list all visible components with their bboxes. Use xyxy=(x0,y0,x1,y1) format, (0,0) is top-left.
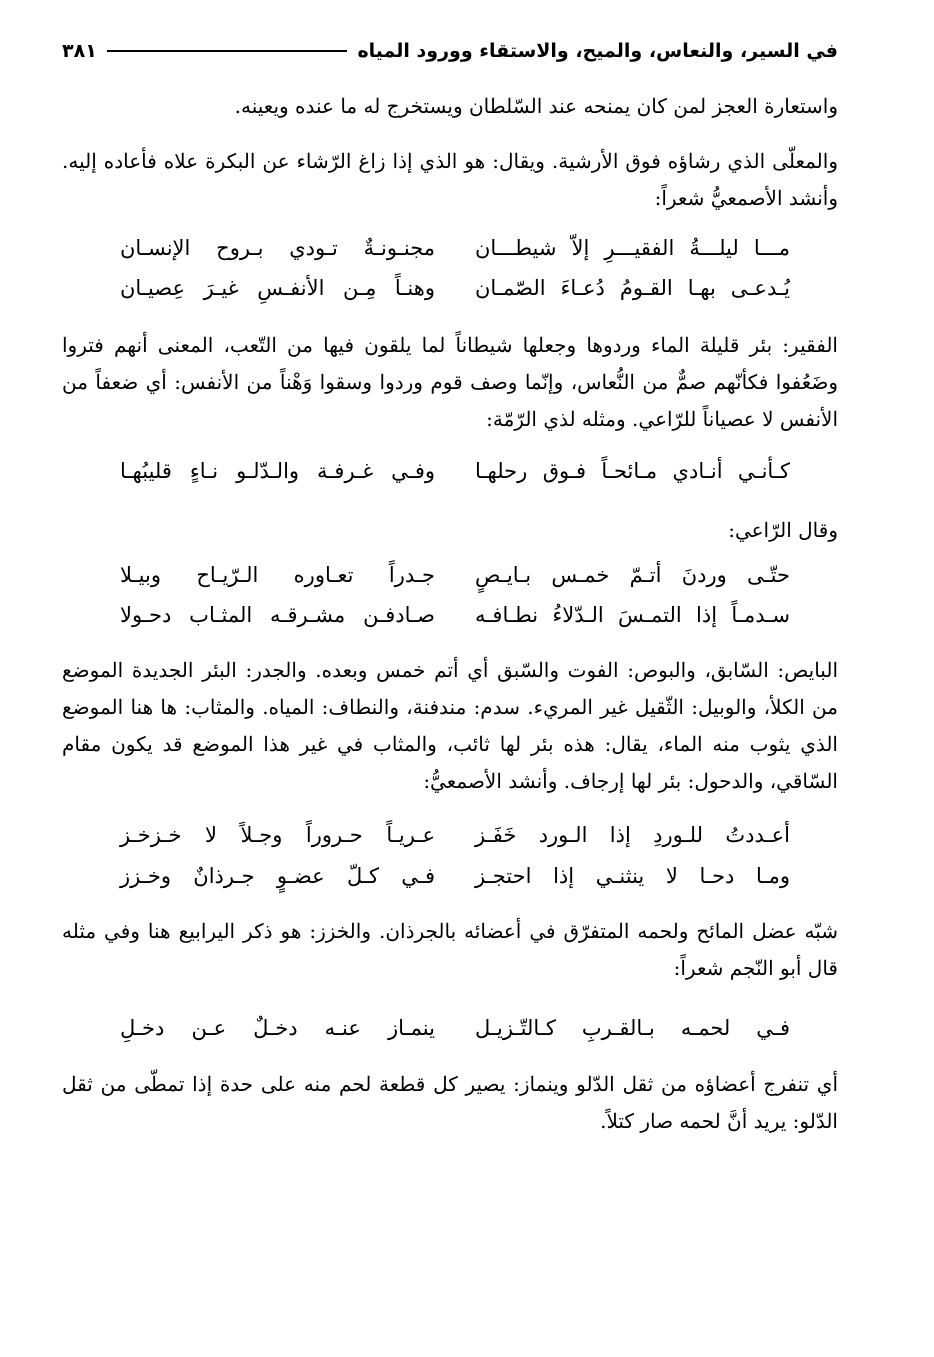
paragraph xyxy=(62,88,838,125)
paragraph-text: واستعارة العجز لمن كان يمنحه عند السّلطان ويستخرج له ما عنده ويعينه. xyxy=(234,94,838,118)
verse-hemistich-second: عـريـاً حـروراً وجـلاً لا خـزخـز xyxy=(120,823,435,847)
verse-hemistich-second: صـادفـن مشـرقـه المثـاب دحـولا xyxy=(120,603,435,627)
paragraph xyxy=(62,143,838,217)
paragraph xyxy=(62,327,838,438)
verse-hemistich-first: مـــا ليلـــةُ الفقيـــرِ إلاّ شيطـــان xyxy=(475,236,790,260)
verse-line xyxy=(100,1016,790,1052)
paragraph xyxy=(62,913,838,987)
verse-hemistich-second: ينمـاز عنـه دخـلٌ عـن دخـلِ xyxy=(120,1016,435,1040)
paragraph xyxy=(62,512,838,549)
verse-line xyxy=(100,236,790,272)
verse-hemistich-second: فـي كـلّ عضـوٍ جـرذانٌ وخـزز xyxy=(120,864,435,888)
verse-hemistich-first: كـأنـي أنـادي مـائحـاً فـوق رحلهـا xyxy=(475,459,790,483)
page-number: ٣٨١ xyxy=(62,40,97,62)
verse-line xyxy=(100,864,790,900)
header-rule xyxy=(107,50,348,52)
verse-line xyxy=(100,276,790,312)
paragraph-text: شبّه عضل المائح ولحمه المتفرّق في أعضائه بالجرذان. والخزز: هو ذكر اليرابيع هنا وفي مثله قال أبو النّجم شعراً: xyxy=(62,919,838,980)
paragraph xyxy=(62,652,838,800)
paragraph-text: أي تنفرج أعضاؤه من ثقل الدّلو وينماز: يصير كل قطعة لحم منه على حدة إذا تمطّى من ثقل الدّلو: يريد أنَّ لحمه صار كتلاً. xyxy=(62,1072,838,1133)
verse-line xyxy=(100,563,790,599)
verse-hemistich-second: مجنـونـةٌ تـودي بـروح الإنسـان xyxy=(120,236,435,260)
verse-hemistich-second: وهنـاً مِـن الأنفـسِ غيـرَ عِصيـان xyxy=(120,276,435,300)
verse-line xyxy=(100,459,790,495)
chapter-title: في السير، والنعاس، والميح، والاستقاء وورود المياه xyxy=(357,40,838,62)
verse-hemistich-first: فـي لحمـه بـالقـربِ كـالتّـزيـل xyxy=(475,1016,790,1040)
paragraph-text: وقال الرّاعي: xyxy=(728,518,838,542)
paragraph-text: البايص: السّابق، والبوص: الفوت والسّبق أي أتم خمس وبعده. والجدر: البئر الجديدة الموضع من الكلأ، والوبيل: الثّقيل غير المريء. سدم: مندفنة، والنطاف: المياه. والمثاب: ها هنا الموضع الذي يثوب منه الماء، يقال: هذه بئر لها ثائب، والمثاب في غير هذا الموضع قد يكون مقام السّاقي، والدحول: بئر لها إرجاف. وأنشد الأصمعيُّ: xyxy=(62,658,838,793)
paragraph-text: الفقير: بئر قليلة الماء وردوها وجعلها شيطاناً لما يلقون فيها من التّعب، المعنى أنهم فتروا وضَعُفوا فكأنّهم صمٌّ من النُّعاس، وإنّما وصف قوم وردوا وسقوا وَهْناً من الأنفس: أي ضعفاً من الأنفس لا عصياناً للرّاعي. ومثله لذي الرّمّة: xyxy=(62,333,838,431)
paragraph-text: والمعلّى الذي رشاؤه فوق الأرشية. ويقال: هو الذي إذا زاغ الرّشاء عن البكرة علاه فأعاده إليه. وأنشد الأصمعيُّ شعراً: xyxy=(62,149,838,210)
verse-hemistich-first: حتّـى وردنَ أتـمّ خمـس بـايـصٍ xyxy=(475,563,790,587)
verse-hemistich-second: جـدراً تعـاوره الـرّيـاح وبيـلا xyxy=(120,563,435,587)
verse-hemistich-second: وفـي غـرفـة والـدّلـو نـاءٍ قليبُهـا xyxy=(120,459,435,483)
verse-line xyxy=(100,823,790,859)
paragraph xyxy=(62,1066,838,1140)
verse-hemistich-first: سـدمـاً إذا التمـسَ الـدّلاءُ نطـافـه xyxy=(475,603,790,627)
verse-hemistich-first: ومـا دحـا لا ينثنـي إذا احتجـز xyxy=(475,864,790,888)
running-header xyxy=(62,34,838,68)
verse-line xyxy=(100,603,790,639)
verse-hemistich-first: يُـدعـى بهـا القـومُ دُعـاءَ الصّمـان xyxy=(475,276,790,300)
verse-hemistich-first: أعـددتُ للـوردِ إذا الـورد خَفَـز xyxy=(475,823,790,847)
